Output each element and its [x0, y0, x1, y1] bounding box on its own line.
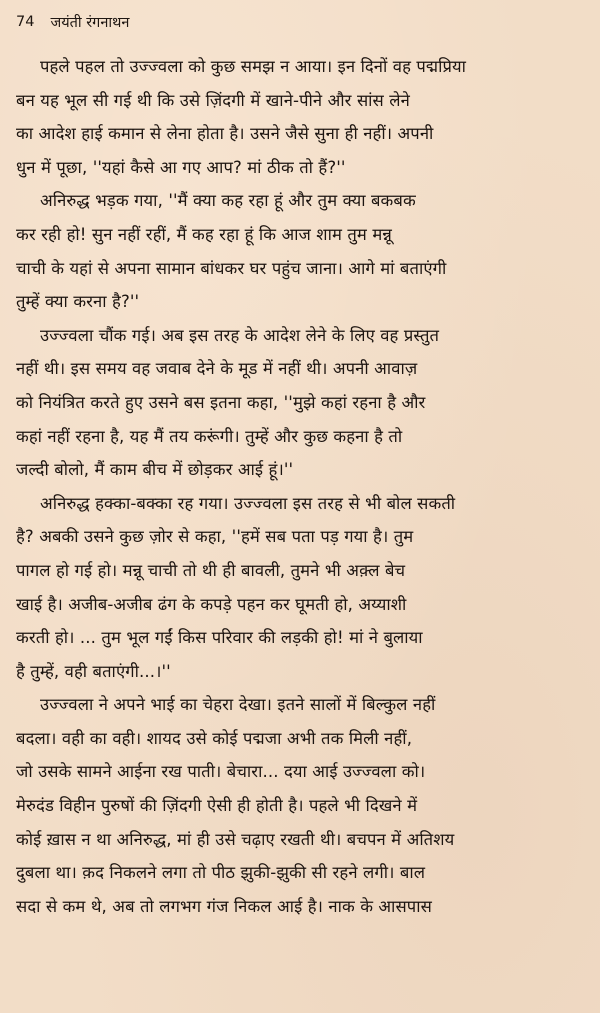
text-line: कोई ख़ास न था अनिरुद्ध, मां ही उसे चढ़ाए रखती थी। बचपन में अतिशय [16, 829, 455, 849]
body-text [16, 50, 584, 923]
paragraph-3 [16, 319, 584, 487]
text-line: पागल हो गई हो। मन्नू चाची तो थी ही बावली, तुमने भी अक़्ल बेच [16, 560, 406, 580]
text-line: पहले पहल तो उज्ज्वला को कुछ समझ न आया। इन दिनों वह पद्मप्रिया [40, 57, 467, 76]
paragraph-2 [16, 184, 584, 318]
text-line: करती हो। ... तुम भूल गईं किस परिवार की लड़की हो! मां ने बुलाया [16, 628, 423, 648]
text-line: दुबला था। क़द निकलने लगा तो पीठ झुकी-झुकी सी रहने लगी। बाल [16, 863, 426, 883]
text-line: कर रही हो! सुन नहीं रहीं, मैं कह रहा हूं कि आज शाम तुम मन्नू [16, 224, 392, 244]
text-line: मेरुदंड विहीन पुरुषों की ज़िंदगी ऐसी ही होती है। पहले भी दिखने में [16, 796, 418, 816]
text-line: अनिरुद्ध भड़क गया, ''मैं क्या कह रहा हूं और तुम क्या बकबक [40, 191, 416, 211]
paragraph-4 [16, 487, 584, 689]
text-line: धुन में पूछा, ''यहां कैसे आ गए आप? मां ठीक तो हैं?'' [16, 157, 346, 177]
text-line: जो उसके सामने आईना रख पाती। बेचारा... दया आई उज्ज्वला को। [16, 762, 426, 782]
text-line: सदा से कम थे, अब तो लगभग गंज निकल आई है। नाक के आसपास [16, 896, 432, 916]
text-line: बदला। वही का वही। शायद उसे कोई पद्मजा अभी तक मिली नहीं, [16, 728, 413, 748]
text-line: चाची के यहां से अपना सामान बांधकर घर पहुंच जाना। आगे मां बताएंगी [16, 258, 447, 278]
text-line: उज्ज्वला चौंक गई। अब इस तरह के आदेश लेने के लिए वह प्रस्तुत [40, 325, 440, 345]
text-line: उज्ज्वला ने अपने भाई का चेहरा देखा। इतने सालों में बिल्कुल नहीं [40, 695, 436, 715]
paragraph-1 [16, 50, 584, 184]
text-line: तुम्हें क्या करना है?'' [16, 292, 140, 312]
page-header [16, 0, 584, 44]
page-number: 74 [16, 14, 35, 30]
text-line: है तुम्हें, वही बताएंगी...।'' [16, 661, 171, 681]
text-line: कहां नहीं रहना है, यह मैं तय करूंगी। तुम्हें और कुछ कहना है तो [16, 426, 403, 446]
text-line: बन यह भूल सी गई थी कि उसे ज़िंदगी में खाने-पीने और सांस लेने [16, 90, 410, 110]
text-line: जल्दी बोलो, मैं काम बीच में छोड़कर आई हूं।'' [16, 460, 294, 480]
text-line: है? अबकी उसने कुछ ज़ोर से कहा, ''हमें सब पता पड़ गया है। तुम [16, 527, 414, 547]
text-line: को नियंत्रित करते हुए उसने बस इतना कहा, ''मुझे कहां रहना है और [16, 392, 426, 412]
text-line: खाई है। अजीब-अजीब ढंग के कपड़े पहन कर घूमती हो, अय्याशी [16, 594, 407, 614]
text-line: का आदेश हाई कमान से लेना होता है। उसने जैसे सुना ही नहीं। अपनी [16, 124, 434, 144]
paragraph-5 [16, 688, 584, 923]
text-line: अनिरुद्ध हक्का-बक्का रह गया। उज्ज्वला इस तरह से भी बोल सकती [40, 493, 456, 513]
running-title: जयंती रंगनाथन [50, 15, 130, 31]
text-line: नहीं थी। इस समय वह जवाब देने के मूड में नहीं थी। अपनी आवाज़ [16, 359, 418, 379]
